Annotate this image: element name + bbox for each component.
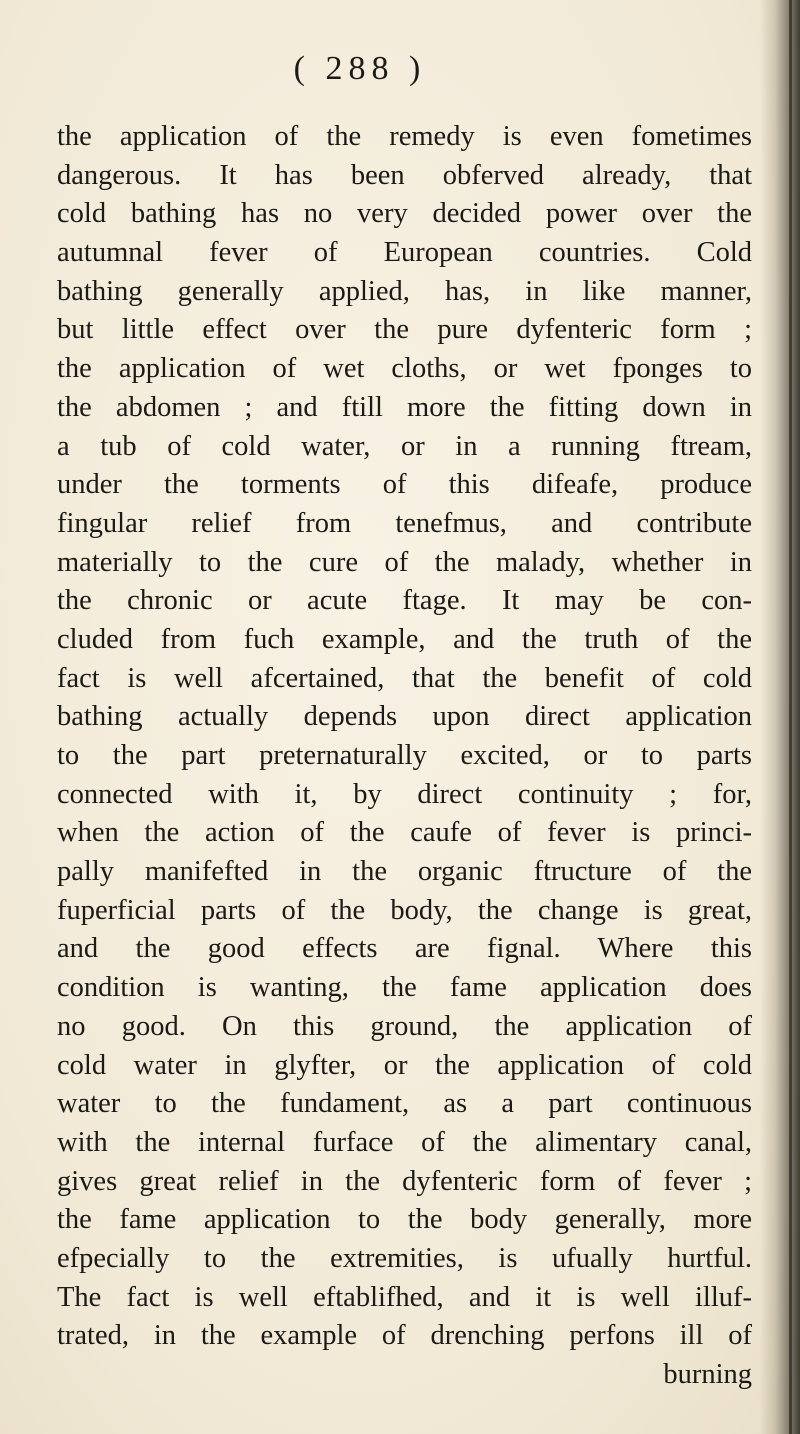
body-text [57, 118, 752, 1395]
text-line: when the action of the caufe of fever is princi- [57, 817, 752, 849]
text-line: the fame application to the body generally, more [57, 1204, 752, 1236]
text-line: trated, in the example of drenching perfons ill of [57, 1320, 752, 1352]
text-line: fact is well afcertained, that the benefit of cold [57, 662, 752, 694]
text-line: the abdomen ; and ftill more the fitting down in [57, 391, 752, 423]
catchword: burning [663, 1359, 752, 1390]
text-line: pally manifefted in the organic ftructure of the [57, 856, 752, 888]
text-line: cold water in glyfter, or the application of cold [57, 1049, 752, 1081]
text-line: the chronic or acute ftage. It may be con- [57, 585, 752, 617]
text-line: dangerous. It has been obferved already, that [57, 159, 752, 191]
text-line: but little effect over the pure dyfenteric form ; [57, 314, 752, 346]
text-line: autumnal fever of European countries. Cold [57, 237, 752, 269]
page-edge-shadow [789, 0, 792, 1434]
text-line: efpecially to the extremities, is ufually hurtful. [57, 1242, 752, 1274]
text-line: the application of the remedy is even fometimes [57, 121, 752, 152]
text-line: condition is wanting, the fame application does [57, 972, 752, 1004]
text-line: connected with it, by direct continuity ; for, [57, 778, 752, 810]
text-line: and the good effects are fignal. Where this [57, 933, 752, 965]
text-line: with the internal furface of the alimentary canal, [57, 1126, 752, 1158]
text-line: cold bathing has no very decided power over the [57, 198, 752, 230]
text-line: water to the fundament, as a part continuous [57, 1088, 752, 1120]
text-line: a tub of cold water, or in a running ftream, [57, 430, 752, 462]
page-number: ( 288 ) [293, 50, 427, 87]
text-line: materially to the cure of the malady, whether in [57, 546, 752, 578]
text-line: cluded from fuch example, and the truth of the [57, 623, 752, 655]
text-line: fuperficial parts of the body, the change is great, [57, 894, 752, 926]
text-line: under the torments of this difeafe, produce [57, 469, 752, 501]
text-line: to the part preternaturally excited, or to parts [57, 740, 752, 771]
text-line: no good. On this ground, the application of [57, 1010, 752, 1042]
text-line: the application of wet cloths, or wet fponges to [57, 353, 752, 385]
text-line: gives great relief in the dyfenteric form of fever ; [57, 1165, 752, 1197]
text-line: fingular relief from tenefmus, and contribute [57, 507, 752, 539]
text-line: bathing actually depends upon direct application [57, 701, 752, 733]
text-line: The fact is well eftablifhed, and it is well illuf- [57, 1281, 752, 1313]
text-line: bathing generally applied, has, in like manner, [57, 275, 752, 307]
